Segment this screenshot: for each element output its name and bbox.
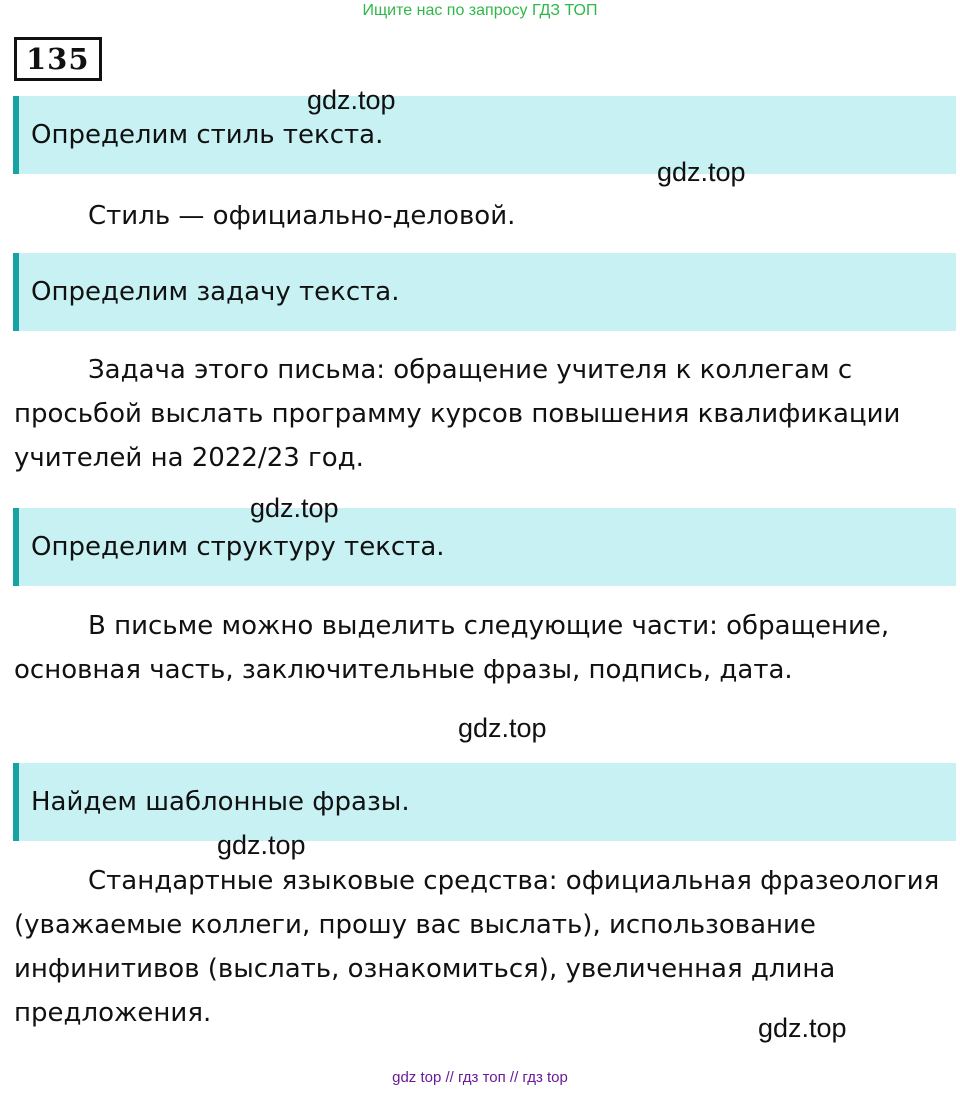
task-number: 135: [14, 37, 102, 81]
section-text: В письме можно выделить следующие части: обращение, основная часть, заключительные фразы, подпись, дата.: [14, 611, 890, 685]
section-text-style: [14, 194, 954, 238]
search-banner: Ищите нас по запросу ГДЗ ТОП: [362, 2, 598, 19]
watermark: gdz.top: [657, 157, 746, 187]
section-heading-label: Найдем шаблонные фразы.: [31, 787, 410, 817]
section-heading-task: [13, 253, 956, 331]
section-heading-label: Определим структуру текста.: [31, 532, 445, 562]
section-heading-style: [13, 96, 956, 174]
section-text: Стиль — официально-деловой.: [88, 201, 516, 231]
section-text: Стандартные языковые средства: официальная фразеология (уважаемые коллеги, прошу вас выслать), использование инфинитивов (выслать, ознакомиться), увеличенная длина предложения.: [14, 866, 940, 1028]
watermark: gdz.top: [307, 85, 396, 115]
watermark: gdz.top: [758, 1013, 847, 1043]
watermark: gdz.top: [458, 713, 547, 743]
section-heading-label: Определим задачу текста.: [31, 277, 400, 307]
section-text-structure: [14, 604, 954, 692]
section-text: Задача этого письма: обращение учителя к коллегам с просьбой выслать программу курсов повышения квалификации учителей на 2022/23 год.: [14, 355, 901, 473]
section-text-phrases: [14, 859, 954, 1035]
section-text-task: [14, 348, 954, 480]
section-heading-label: Определим стиль текста.: [31, 120, 384, 150]
section-heading-phrases: [13, 763, 956, 841]
footer-links: gdz top // гдз топ // гдз top: [392, 1069, 568, 1086]
watermark: gdz.top: [217, 830, 306, 860]
watermark: gdz.top: [250, 493, 339, 523]
section-heading-structure: [13, 508, 956, 586]
